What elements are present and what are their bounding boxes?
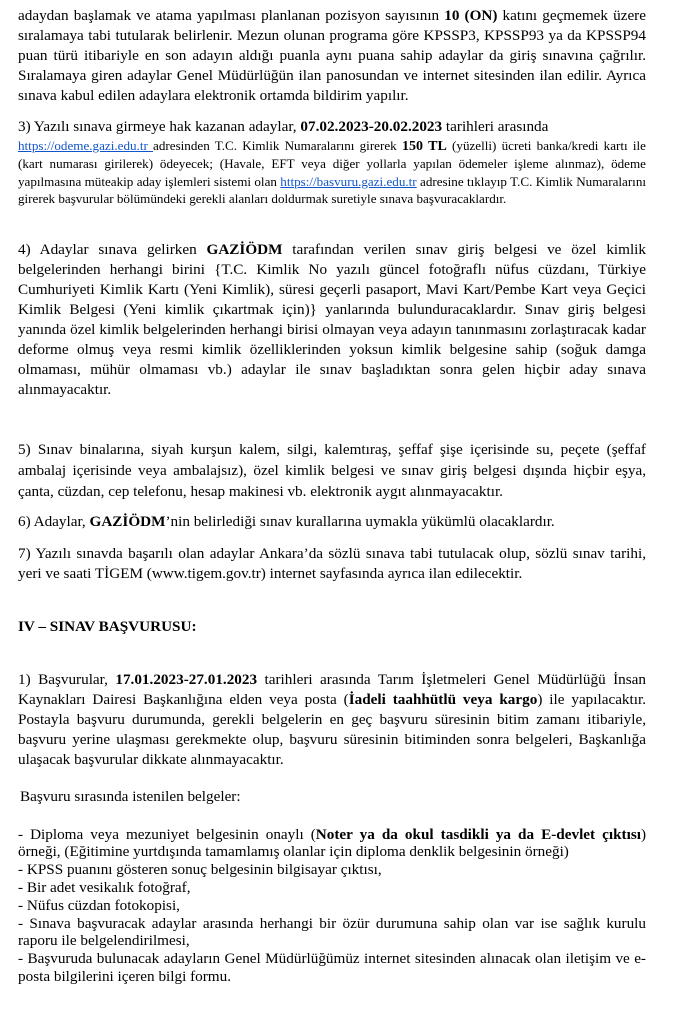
application-delivery-method: İadeli taahhütlü veya kargo bbox=[348, 691, 538, 709]
intro-bold-count: 10 (ON) bbox=[444, 7, 498, 24]
item-3-paragraph bbox=[18, 117, 646, 138]
section-heading: IV – SINAV BAŞVURUSU: bbox=[18, 618, 197, 636]
item-3-text-2: tarihleri arasında bbox=[442, 117, 549, 135]
item-6-paragraph bbox=[18, 512, 646, 532]
payment-link[interactable]: https://odeme.gazi.edu.tr bbox=[18, 138, 154, 154]
item-4-org: GAZİÖDM bbox=[206, 241, 283, 259]
item-7-paragraph: 7) Yazılı sınavda başarılı olan adaylar Ankara’da sözlü sınava tabi tutulacak olup, sözlü sınav tarihi, yeri ve saati TİGEM (www.tigem.gov.tr) internet sayfasında ayrıca ilan edilecektir. bbox=[18, 545, 646, 583]
item-6-org: GAZİÖDM bbox=[89, 513, 166, 531]
intro-text: adaydan başlamak ve atama yapılması planlanan pozisyon sayısının bbox=[18, 7, 445, 24]
doc-1-bold: Noter ya da okul tasdikli ya da E-devlet çıktısı bbox=[315, 825, 641, 843]
item-4-text-2: tarafından verilen sınav giriş belgesi ve özel kimlik belgelerinden herhangi birini {T.C. Kimlik No yazılı güncel fotoğraflı nüfus cüzdanı, Türkiye Cumhuriyeti Kimlik Kartı (Yeni Kimlik), süresi geçerli pasaport, Mavi Kart/Pembe Kart veya Geçici Kimlik Belgesi (Yeni kimlik çıkartmak için)} yanlarında bulunduracaklardır. Sınav giriş belgesi yanında özel kimlik belgelerinden herhangi birisi olmayan veya adayın tanınmasını zorlaştıracak kadar deforme olmuş veya resmi kimlik özelliklerinden yoksun kimlik belgesine sahip (soğuk damga olmaması, mühür olmaması vb.) adaylar ile sınav başladıktan sonra gelen hiçbir aday sınava alınmayacaktır. bbox=[18, 241, 646, 398]
doc-1-text-2: ) örneği, (Eğitimine yurtdışında tamamlamış olanlar için diploma denklik belgesinin örneği) bbox=[18, 825, 647, 861]
list-item: - Bir adet vesikalık fotoğraf, bbox=[18, 879, 191, 897]
intro-paragraph bbox=[18, 6, 646, 106]
application-text: 1) Başvurular, bbox=[18, 671, 116, 689]
item-4-paragraph bbox=[18, 240, 646, 399]
item-5-paragraph: 5) Sınav binalarına, siyah kurşun kalem, silgi, kalemtıraş, şeffaf şişe içerisinde su, peçete (şeffaf ambalaj içerisinde veya ambalajsız), özel kimlik belgesi ve sınav giriş belgesi dışında hiçbir eşya, çanta, cüzdan, cep telefonu, hesap makinesi vb. elektronik aygıt alınmayacaktır. bbox=[18, 441, 646, 501]
item-3-text-4: (yüzelli) ücreti banka/kredi kartı ile (kart numarası girilerek) ödeyecek; (Havale, EFT veya diğer yollarla yapılan ödemeler işleme alınmaz), ödeme yapılmasına müteakip aday işlemleri sistemi olan bbox=[18, 138, 646, 189]
application-text-2: tarihleri arasında Tarım İşletmeleri Genel Müdürlüğü İnsan Kaynakları Dairesi Başkanlığına elden veya posta ( bbox=[18, 671, 646, 709]
intro-text-cont: katını geçmemek üzere sıralamaya tabi tutularak belirlenir. Mezun olunan programa göre KPSSP3, KPSSP93 ya da KPSSP94 puan türü itibariyle en son adayın aldığı puanla aynı puana sahip adaylar da giriş sınavına çağrılır. Sıralamaya giren adaylar Genel Müdürlüğün ilan panosundan ve internet sitesinden ilan edilir. Ayrıca sınava kabul edilen adaylara elektronik ortamda bildirim yapılır. bbox=[18, 7, 646, 104]
item-3-fee: 150 TL bbox=[401, 139, 447, 155]
item-6-text: 6) Adaylar, bbox=[18, 513, 90, 531]
doc-1-text: - Diploma veya mezuniyet belgesinin onaylı ( bbox=[18, 825, 316, 843]
document-page bbox=[18, 6, 646, 986]
application-link[interactable]: https://basvuru.gazi.edu.tr bbox=[280, 173, 417, 189]
documents-list bbox=[18, 826, 646, 986]
item-3-text-3: adresinden T.C. Kimlik Numaralarını girerek bbox=[153, 138, 402, 154]
list-item: - Sınava başvuracak adaylar arasında herhangi bir özür durumuna sahip olan var ise sağlık kurulu raporu ile belgelendirilmesi, bbox=[18, 914, 646, 950]
application-dates: 17.01.2023-27.01.2023 bbox=[115, 671, 258, 689]
item-3-text-5: adresine tıklayıp T.C. Kimlik Numaralarını girerek başvurular bölümündeki gerekli alanları doldurmak suretiyle sınava başvuracaklardır. bbox=[18, 173, 647, 206]
application-text-3: ) ile yapılacaktır. Postayla başvuru durumunda, gerekli belgelerin en geç başvuru süresinin bitim zamanı itibariyle, başvuru yerine ulaşması gerekmekte olup, başvuru süresinin bitiminden sonra belgeleri, Başkanlığa ulaşacak başvurular dikkate alınmayacaktır. bbox=[18, 691, 646, 768]
list-item: - Başvuruda bulunacak adayların Genel Müdürlüğümüz internet sitesinden alınacak olan iletişim ve e-posta bilgilerini içeren bilgi formu. bbox=[18, 950, 646, 985]
item-3-detail bbox=[18, 137, 646, 207]
application-paragraph bbox=[18, 670, 646, 770]
list-item bbox=[18, 826, 646, 862]
list-item: - KPSS puanını gösteren sonuç belgesinin bilgisayar çıktısı, bbox=[18, 861, 382, 879]
item-6-text-2: ’nin belirlediği sınav kurallarına uymakla yükümlü olacaklardır. bbox=[165, 513, 555, 531]
list-item: - Nüfus cüzdan fotokopisi, bbox=[18, 896, 180, 914]
item-4-text: 4) Adaylar sınava gelirken bbox=[18, 241, 207, 259]
item-3-dates: 07.02.2023-20.02.2023 bbox=[300, 117, 443, 135]
documents-intro: Başvuru sırasında istenilen belgeler: bbox=[20, 787, 241, 805]
item-3-text: 3) Yazılı sınava girmeye hak kazanan adaylar, bbox=[18, 117, 301, 135]
